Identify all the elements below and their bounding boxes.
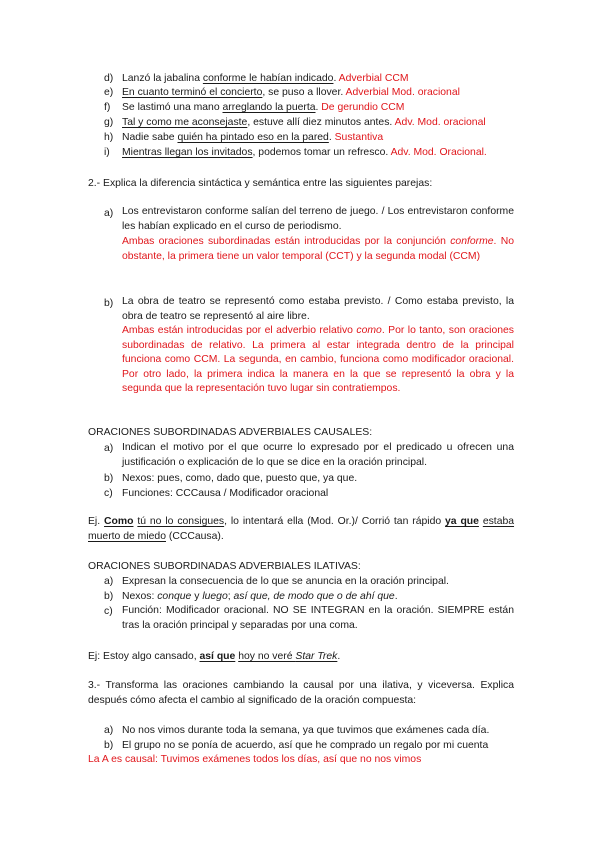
question-3-heading: 3.- Transforma las oraciones cambiando la causal por una ilativa, y viceversa. Explica después cómo afecta el cambio al significado de la oración compuesta: xyxy=(88,680,514,706)
answer-label: Adv. Mod. Oracional. xyxy=(390,147,487,158)
causales-example: Ej. Como tú no lo consigues, lo intentará ella (Mod. Or.)/ Corrió tan rápido ya que estaba muerto de miedo (CCCausa). xyxy=(88,516,515,542)
list-marker: a) xyxy=(104,208,114,219)
causales-item-c: Funciones: CCCausa / Modificador oracional xyxy=(122,488,329,499)
list-item-h: Nadie sabe quién ha pintado eso en la pared. Sustantiva xyxy=(122,132,384,143)
list-marker: b) xyxy=(104,298,114,309)
list-marker: a) xyxy=(104,443,114,454)
list-marker: c) xyxy=(104,606,113,617)
list-marker: a) xyxy=(104,725,114,736)
list-marker: a) xyxy=(104,576,114,587)
list-marker: b) xyxy=(104,591,114,602)
list-marker: b) xyxy=(104,740,114,751)
answer-label: Adverbial Mod. oracional xyxy=(345,87,460,98)
underlined-subordinate: arreglando la puerta xyxy=(222,102,316,113)
list-item-g: Tal y como me aconsejaste, estuve allí diez minutos antes. Adv. Mod. oracional xyxy=(122,117,486,128)
list-item-e: En cuanto terminó el concierto, se puso a llover. Adverbial Mod. oracional xyxy=(122,87,460,98)
list-marker: c) xyxy=(104,488,113,499)
ilativas-example: Ej: Estoy algo cansado, así que hoy no veré Star Trek. xyxy=(88,651,341,662)
q3-answer: La A es causal: Tuvimos exámenes todos los días, así que no nos vimos xyxy=(88,754,422,765)
underlined-subordinate: En cuanto terminó el concierto xyxy=(122,87,263,98)
answer-label: De gerundio CCM xyxy=(321,102,405,113)
causales-heading: ORACIONES SUBORDINADAS ADVERBIALES CAUSALES: xyxy=(88,427,373,438)
question-2-heading: 2.- Explica la diferencia sintáctica y semántica entre las siguientes parejas: xyxy=(88,178,433,189)
underlined-subordinate: Mientras llegan los invitados xyxy=(122,147,253,158)
underlined-subordinate: conforme le habían indicado xyxy=(202,73,334,84)
answer-label: Adverbial CCM xyxy=(338,73,409,84)
list-item-f: Se lastimó una mano arreglando la puerta. De gerundio CCM xyxy=(122,102,405,113)
q2-a-answer: Ambas oraciones subordinadas están introducidas por la conjunción conforme. No obstante, la primera tiene un valor temporal (CCT) y la segunda modal (CCM) xyxy=(122,236,514,262)
list-marker: b) xyxy=(104,473,114,484)
list-marker: g) xyxy=(104,117,114,128)
q3-item-b: El grupo no se ponía de acuerdo, así que he comprado un regalo por mi cuenta xyxy=(122,740,489,751)
list-marker: d) xyxy=(104,73,114,84)
list-marker: e) xyxy=(104,87,114,98)
q2-b-prompt: La obra de teatro se representó como estaba previsto. / Como estaba previsto, la obra de teatro se representó al aire libre. xyxy=(122,296,514,322)
causales-item-a: Indican el motivo por el que ocurre lo expresado por el predicado u ofrecen una justificación o explicación de lo que se dice en la oración principal. xyxy=(122,442,514,468)
ilativas-heading: ORACIONES SUBORDINADAS ADVERBIALES ILATIVAS: xyxy=(88,561,361,572)
q2-b-answer: Ambas están introducidas por el adverbio relativo como. Por lo tanto, son oraciones subordinadas de relativo. La primera al estar integrada dentro de la principal funciona como CCM. La segunda, en cambio, funciona como modificador oracional. Por otro lado, la primera indica la manera en la que se representó la obra y la segunda que la representación tuvo lugar sin contratiempos. xyxy=(122,325,514,395)
answer-label: Sustantiva xyxy=(334,132,384,143)
underlined-subordinate: quién ha pintado eso en la pared xyxy=(177,132,329,143)
underlined-subordinate: Tal y como me aconsejaste xyxy=(122,117,248,128)
q3-item-a: No nos vimos durante toda la semana, ya que tuvimos que exámenes cada día. xyxy=(122,725,490,736)
list-item-d: Lanzó la jabalina conforme le habían indicado. Adverbial CCM xyxy=(122,73,409,84)
ilativas-item-a: Expresan la consecuencia de lo que se anuncia en la oración principal. xyxy=(122,576,449,587)
q2-a-prompt: Los entrevistaron conforme salían del terreno de juego. / Los entrevistaron conforme les habían explicado en el curso de periodismo. xyxy=(122,206,514,232)
ilativas-item-c: Función: Modificador oracional. NO SE INTEGRAN en la oración. SIEMPRE están tras la oración principal y separadas por una coma. xyxy=(122,605,514,631)
list-item-i: Mientras llegan los invitados, podemos tomar un refresco. Adv. Mod. Oracional. xyxy=(122,147,487,158)
list-marker: f) xyxy=(104,102,111,113)
list-marker: i) xyxy=(104,147,110,158)
ilativas-item-b: Nexos: conque y luego; así que, de modo que o de ahí que. xyxy=(122,591,398,602)
causales-item-b: Nexos: pues, como, dado que, puesto que, ya que. xyxy=(122,473,358,484)
answer-label: Adv. Mod. oracional xyxy=(394,117,486,128)
list-marker: h) xyxy=(104,132,114,143)
